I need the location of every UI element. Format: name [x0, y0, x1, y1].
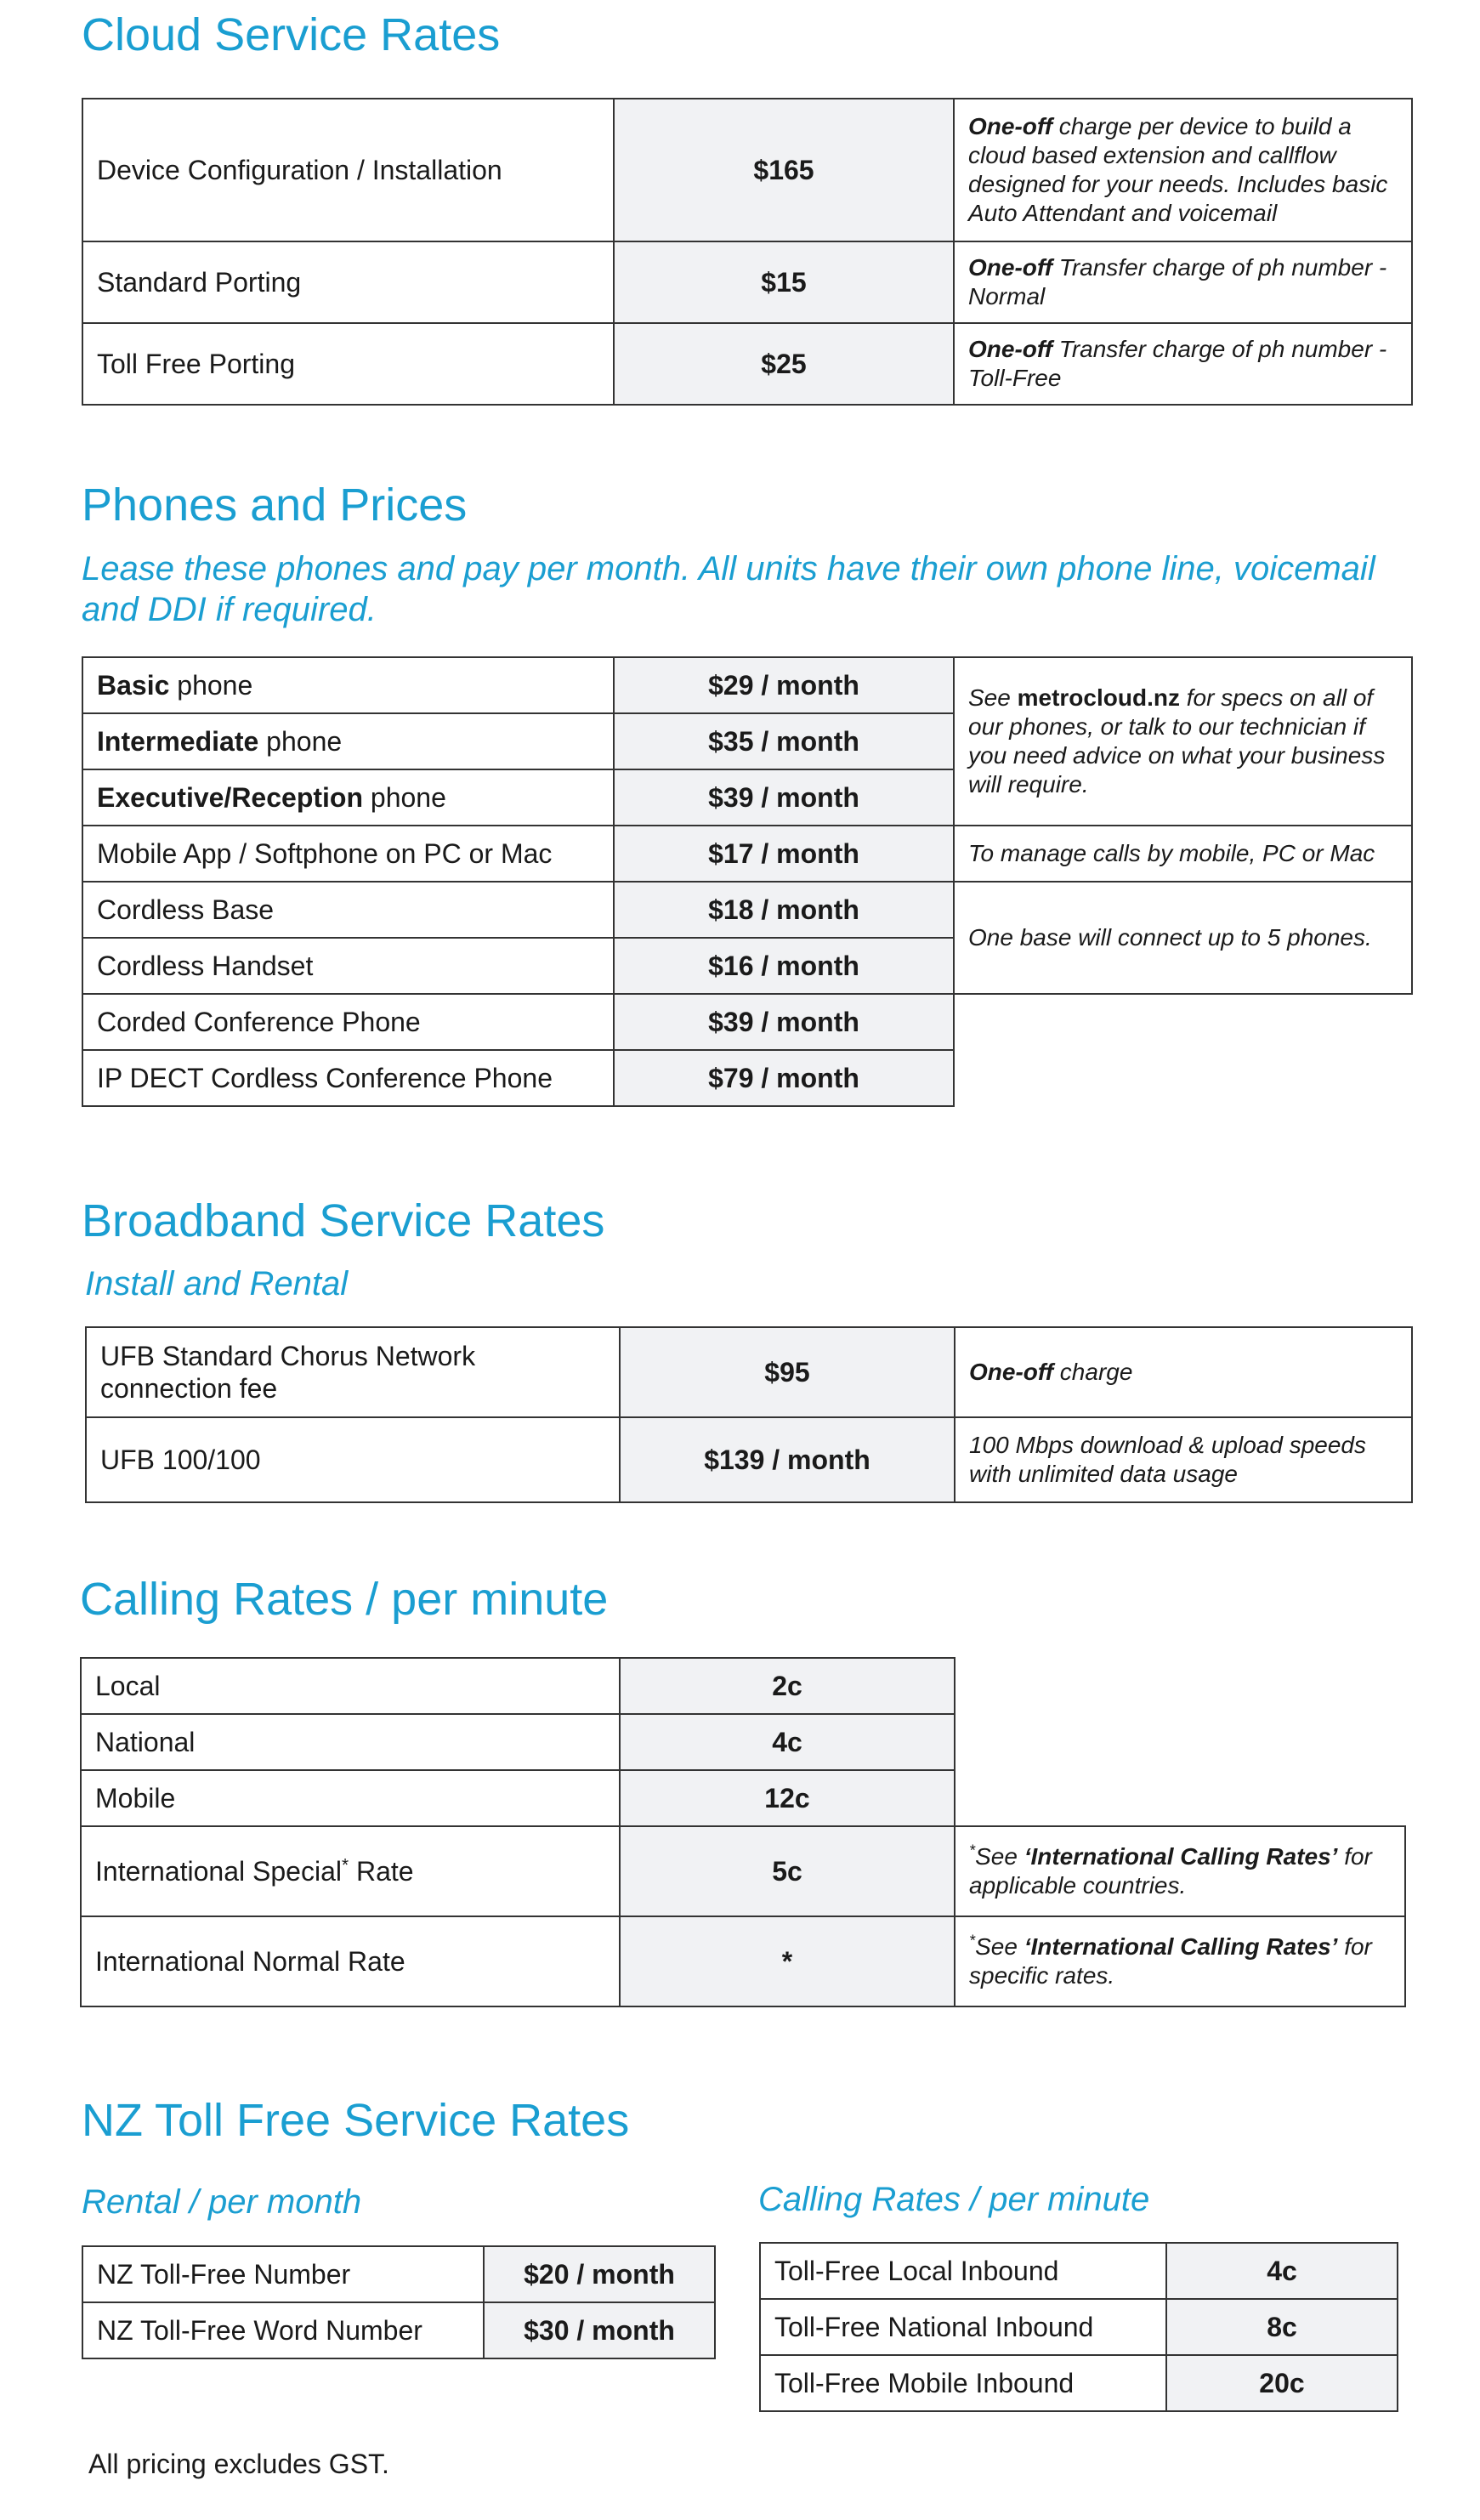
row-label: Mobile — [81, 1770, 620, 1826]
row-price: $17 / month — [614, 826, 954, 882]
row-price: $95 — [620, 1327, 955, 1417]
cloud-title: Cloud Service Rates — [82, 9, 501, 60]
phones-table — [82, 656, 1413, 1107]
row-price: $20 / month — [484, 2246, 715, 2302]
row-label: Cordless Handset — [82, 938, 614, 994]
table-row — [82, 2246, 715, 2302]
empty-cell — [954, 994, 1412, 1050]
row-price: $25 — [614, 323, 954, 405]
row-label: Standard Porting — [82, 241, 614, 323]
row-label: Cordless Base — [82, 882, 614, 938]
row-price: 12c — [620, 1770, 955, 1826]
row-price: $15 — [614, 241, 954, 323]
row-note: 100 Mbps download & upload speeds with unlimited data usage — [955, 1417, 1412, 1502]
table-row — [86, 1327, 1412, 1417]
cordless-note: One base will connect up to 5 phones. — [954, 882, 1412, 994]
label-rest: Rate — [349, 1856, 414, 1887]
table-row — [86, 1417, 1412, 1502]
note-emphasis: One-off — [968, 336, 1053, 362]
calling-table — [80, 1657, 1406, 2007]
label-text: International Special — [95, 1856, 342, 1887]
row-note — [954, 99, 1412, 241]
table-row — [81, 1658, 1405, 1714]
note-text: See — [968, 684, 1018, 711]
note-text: for specific rates. — [969, 1933, 1372, 1989]
table-row — [81, 1770, 1405, 1826]
label-rest: phone — [169, 670, 253, 701]
broadband-table — [85, 1326, 1413, 1503]
row-price: $139 / month — [620, 1417, 955, 1502]
asterisk: * — [969, 1932, 976, 1950]
row-price: * — [620, 1916, 955, 2006]
row-price: 5c — [620, 1826, 955, 1916]
row-price: $18 / month — [614, 882, 954, 938]
table-row — [82, 241, 1412, 323]
mobile-app-note: To manage calls by mobile, PC or Mac — [954, 826, 1412, 882]
broadband-title: Broadband Service Rates — [82, 1195, 605, 1246]
table-row — [82, 1050, 1412, 1106]
row-label — [82, 769, 614, 826]
row-price: $29 / month — [614, 657, 954, 713]
table-row — [82, 826, 1412, 882]
note-text: charge per device to build a cloud based extension and callflow designed for your needs. Includes basic Auto Attendant and voicemail — [968, 113, 1388, 226]
row-label: UFB 100/100 — [86, 1417, 620, 1502]
tollfree-calling-table — [759, 2242, 1398, 2412]
note-text: Transfer charge of ph number - Normal — [968, 254, 1387, 309]
row-label: NZ Toll-Free Word Number — [82, 2302, 484, 2358]
tollfree-title: NZ Toll Free Service Rates — [82, 2095, 630, 2146]
table-row — [81, 1916, 1405, 2006]
note-emphasis: One-off — [969, 1359, 1054, 1385]
table-row — [81, 1826, 1405, 1916]
row-price: $16 / month — [614, 938, 954, 994]
row-price: $39 / month — [614, 769, 954, 826]
note-emphasis: One-off — [968, 113, 1053, 139]
label-rest: phone — [258, 726, 343, 757]
table-row — [82, 994, 1412, 1050]
row-label — [82, 657, 614, 713]
table-row — [760, 2299, 1398, 2355]
row-note — [954, 323, 1412, 405]
row-price: $79 / month — [614, 1050, 954, 1106]
note-text: charge — [1053, 1359, 1133, 1385]
row-label: IP DECT Cordless Conference Phone — [82, 1050, 614, 1106]
asterisk: * — [969, 1842, 976, 1859]
phones-spec-note — [954, 657, 1412, 826]
label-bold: Basic — [97, 670, 170, 701]
label-rest: phone — [363, 782, 446, 813]
phones-title: Phones and Prices — [82, 480, 468, 531]
row-label: Toll-Free Local Inbound — [760, 2243, 1166, 2299]
asterisk: * — [341, 1855, 349, 1876]
row-label — [81, 1826, 620, 1916]
empty-cell — [955, 1658, 1405, 1714]
row-label: Corded Conference Phone — [82, 994, 614, 1050]
row-label: Toll Free Porting — [82, 323, 614, 405]
tollfree-calling-title: Calling Rates / per minute — [758, 2181, 1150, 2218]
row-label: Toll-Free National Inbound — [760, 2299, 1166, 2355]
empty-cell — [954, 1050, 1412, 1106]
phones-subtitle: Lease these phones and pay per month. All units have their own phone line, voicemail and DDI if required. — [82, 550, 1375, 628]
row-price: 4c — [1166, 2243, 1398, 2299]
table-row — [82, 323, 1412, 405]
label-bold: Intermediate — [97, 726, 259, 757]
note-emphasis: One-off — [968, 254, 1053, 281]
broadband-subtitle: Install and Rental — [85, 1265, 349, 1303]
row-note — [955, 1826, 1405, 1916]
row-price: 20c — [1166, 2355, 1398, 2411]
gst-footnote: All pricing excludes GST. — [88, 2449, 389, 2479]
row-note — [955, 1327, 1412, 1417]
row-note — [954, 241, 1412, 323]
note-text: for specs on all of our phones, or talk to our technician if you need advice on what your business will require. — [968, 684, 1386, 797]
metrocloud-link[interactable]: metrocloud.nz — [1017, 684, 1180, 711]
cloud-rates-table — [82, 98, 1413, 406]
tollfree-rental-table — [82, 2245, 716, 2359]
row-label: Mobile App / Softphone on PC or Mac — [82, 826, 614, 882]
table-row — [82, 657, 1412, 713]
note-emphasis: ‘International Calling Rates’ — [1024, 1933, 1338, 1960]
note-text: See — [975, 1843, 1024, 1870]
row-note — [955, 1916, 1405, 2006]
row-label: Local — [81, 1658, 620, 1714]
tollfree-rental-title: Rental / per month — [82, 2183, 362, 2221]
calling-title: Calling Rates / per minute — [80, 1574, 609, 1625]
empty-cell — [955, 1714, 1405, 1770]
row-label: UFB Standard Chorus Network connection fee — [86, 1327, 620, 1417]
row-label: National — [81, 1714, 620, 1770]
row-price: $165 — [614, 99, 954, 241]
table-row — [760, 2243, 1398, 2299]
table-row — [82, 99, 1412, 241]
label-bold: Executive/Reception — [97, 782, 363, 813]
row-price: $30 / month — [484, 2302, 715, 2358]
row-price: $35 / month — [614, 713, 954, 769]
row-label — [82, 713, 614, 769]
row-price: 8c — [1166, 2299, 1398, 2355]
note-text: Transfer charge of ph number - Toll-Free — [968, 336, 1387, 391]
row-price: 2c — [620, 1658, 955, 1714]
table-row — [82, 2302, 715, 2358]
empty-cell — [955, 1770, 1405, 1826]
row-price: 4c — [620, 1714, 955, 1770]
note-emphasis: ‘International Calling Rates’ — [1024, 1843, 1338, 1870]
row-label: International Normal Rate — [81, 1916, 620, 2006]
note-text: See — [975, 1933, 1024, 1960]
table-row — [81, 1714, 1405, 1770]
note-text: for applicable countries. — [969, 1843, 1372, 1899]
row-price: $39 / month — [614, 994, 954, 1050]
row-label: Device Configuration / Installation — [82, 99, 614, 241]
table-row — [760, 2355, 1398, 2411]
row-label: NZ Toll-Free Number — [82, 2246, 484, 2302]
row-label: Toll-Free Mobile Inbound — [760, 2355, 1166, 2411]
table-row — [82, 882, 1412, 938]
